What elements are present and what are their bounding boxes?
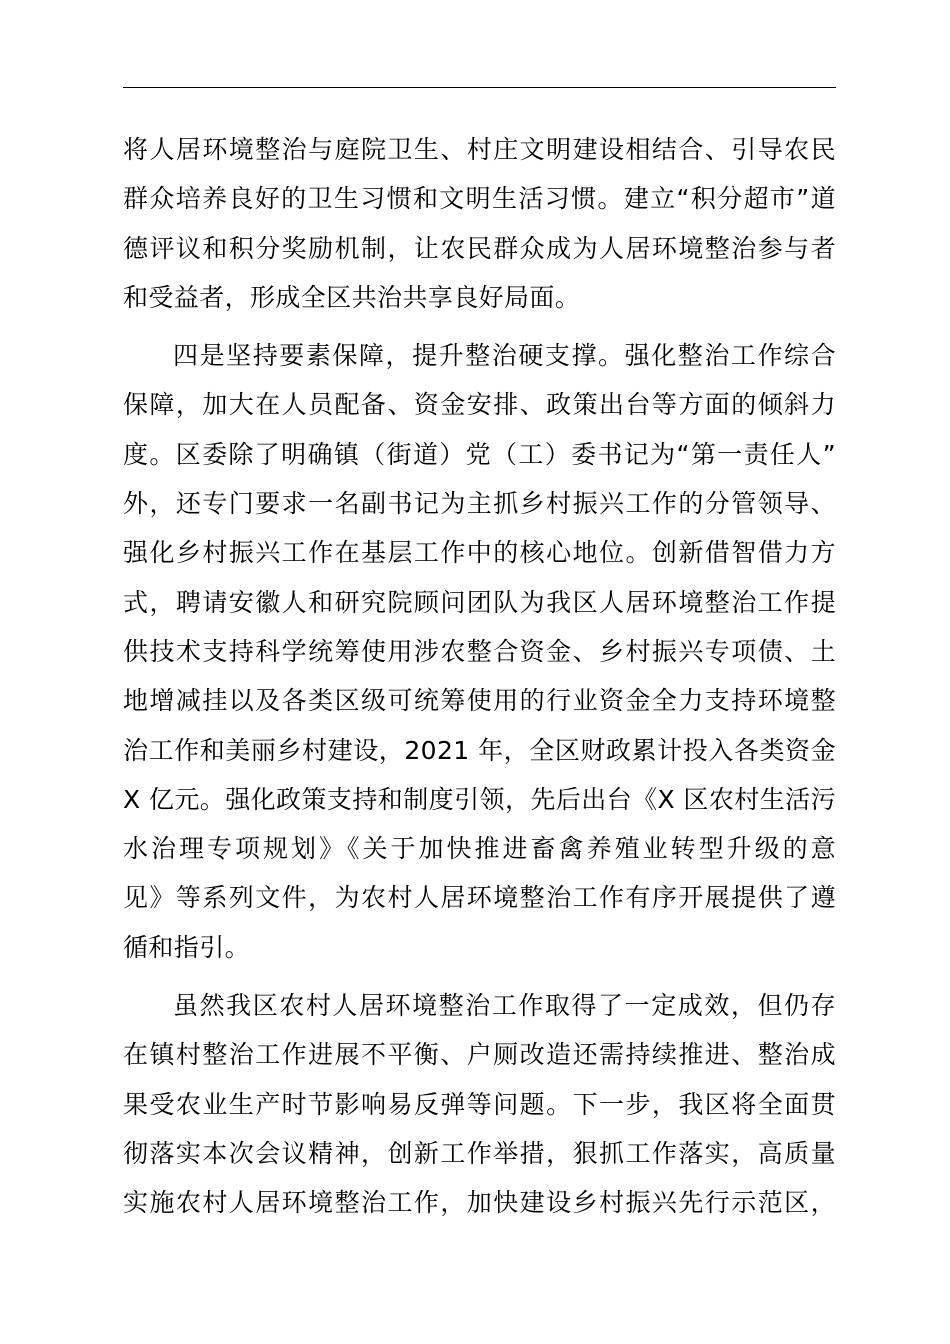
paragraph-spacing — [123, 322, 836, 331]
text-line: 彻落实本次会议精神，创新工作举措，狠抓工作落实，高质量 — [123, 1138, 836, 1168]
text-line: 地增减挂以及各类区级可统筹使用的行业资金全力支持环境整 — [123, 686, 836, 716]
paragraph-2 — [123, 331, 836, 972]
text-line: X 亿元。强化政策支持和制度引领，先后出台《X 区农村生活污 — [123, 784, 836, 814]
paragraph-1 — [123, 125, 836, 322]
text-line: 在镇村整治工作进展不平衡、户厕改造还需持续推进、整治成 — [123, 1040, 836, 1070]
text-line: 治工作和美丽乡村建设，2021 年，全区财政累计投入各类资金 — [123, 735, 836, 765]
text-line: 虽然我区农村人居环境整治工作取得了一定成效，但仍存 — [173, 991, 836, 1021]
text-line: 德评议和积分奖励机制，让农民群众成为人居环境整治参与者 — [123, 233, 836, 263]
paragraph-spacing — [123, 972, 836, 981]
text-line: 见》等系列文件，为农村人居环境整治工作有序开展提供了遵 — [123, 883, 836, 913]
text-line: 和受益者，形成全区共治共享良好局面。 — [123, 282, 581, 312]
header-rule — [123, 87, 836, 88]
paragraph-3 — [123, 981, 836, 1227]
text-line: 强化乡村振兴工作在基层工作中的核心地位。创新借智借力方 — [123, 538, 836, 568]
text-line: 果受农业生产时节影响易反弹等问题。下一步，我区将全面贯 — [123, 1089, 836, 1119]
text-line: 度。区委除了明确镇（街道）党（工）委书记为“第一责任人” — [123, 439, 836, 469]
text-line: 保障，加大在人员配备、资金安排、政策出台等方面的倾斜力 — [123, 390, 836, 420]
text-line: 供技术支持科学统筹使用涉农整合资金、乡村振兴专项债、土 — [123, 636, 836, 666]
document-body — [123, 125, 836, 1228]
text-line: 实施农村人居环境整治工作，加快建设乡村振兴先行示范区， — [123, 1188, 836, 1218]
text-line: 水治理专项规划》《关于加快推进畜禽养殖业转型升级的意 — [123, 834, 836, 864]
text-line: 四是坚持要素保障，提升整治硬支撑。强化整治工作综合 — [173, 341, 836, 371]
text-line: 循和指引。 — [123, 932, 251, 962]
text-line: 式，聘请安徽人和研究院顾问团队为我区人居环境整治工作提 — [123, 587, 836, 617]
text-line: 将人居环境整治与庭院卫生、村庄文明建设相结合、引导农民 — [123, 135, 836, 164]
text-line: 群众培养良好的卫生习惯和文明生活习惯。建立“积分超市”道 — [123, 184, 836, 214]
text-line: 外，还专门要求一名副书记为主抓乡村振兴工作的分管领导、 — [123, 489, 836, 519]
